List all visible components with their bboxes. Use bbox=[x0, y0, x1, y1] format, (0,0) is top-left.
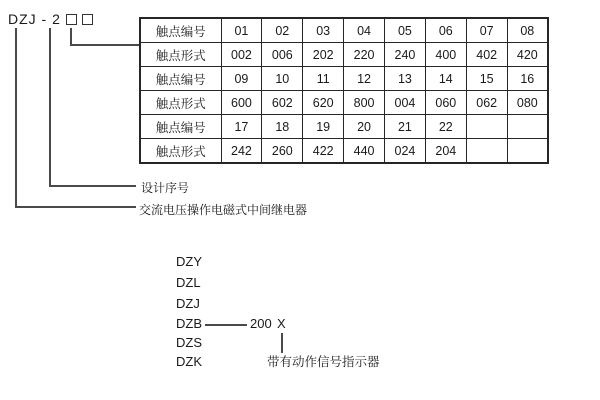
table-cell: 20 bbox=[344, 115, 385, 139]
table-cell: 420 bbox=[507, 43, 548, 67]
table-cell: 006 bbox=[262, 43, 303, 67]
table-cell: 14 bbox=[425, 67, 466, 91]
indicator-pointer-line bbox=[281, 333, 283, 353]
row-header: 触点形式 bbox=[140, 139, 221, 164]
row-header: 触点编号 bbox=[140, 115, 221, 139]
connector-vertical-relay bbox=[15, 28, 17, 207]
table-cell: 240 bbox=[385, 43, 426, 67]
connector-horizontal-serial bbox=[49, 185, 136, 187]
table-cell: 060 bbox=[425, 91, 466, 115]
table-cell: 18 bbox=[262, 115, 303, 139]
row-header: 触点形式 bbox=[140, 43, 221, 67]
table-cell: 620 bbox=[303, 91, 344, 115]
table-cell: 15 bbox=[466, 67, 507, 91]
relay-description-label: 交流电压操作电磁式中间继电器 bbox=[139, 203, 308, 217]
table-cell: 600 bbox=[221, 91, 262, 115]
contact-table-body bbox=[140, 18, 548, 163]
table-cell: 004 bbox=[385, 91, 426, 115]
table-cell bbox=[466, 115, 507, 139]
table-cell: 002 bbox=[221, 43, 262, 67]
contact-table bbox=[139, 17, 549, 164]
model-code-text: DZJ - 2 bbox=[8, 11, 61, 27]
table-row bbox=[140, 67, 548, 91]
table-row bbox=[140, 115, 548, 139]
table-cell: 02 bbox=[262, 18, 303, 43]
dzb-suffix-x: X bbox=[277, 316, 286, 331]
table-cell: 13 bbox=[385, 67, 426, 91]
table-cell: 07 bbox=[466, 18, 507, 43]
table-cell bbox=[507, 139, 548, 164]
series-item-dzb: DZB bbox=[176, 316, 202, 331]
table-cell: 06 bbox=[425, 18, 466, 43]
series-item-dzs: DZS bbox=[176, 335, 202, 350]
series-item-dzy: DZY bbox=[176, 254, 202, 269]
table-cell: 440 bbox=[344, 139, 385, 164]
table-cell: 21 bbox=[385, 115, 426, 139]
series-item-dzl: DZL bbox=[176, 275, 201, 290]
table-cell: 800 bbox=[344, 91, 385, 115]
indicator-note-label: 带有动作信号指示器 bbox=[267, 355, 380, 369]
table-cell: 242 bbox=[221, 139, 262, 164]
table-row bbox=[140, 91, 548, 115]
table-cell: 16 bbox=[507, 67, 548, 91]
table-row bbox=[140, 18, 548, 43]
table-cell: 260 bbox=[262, 139, 303, 164]
row-header: 触点形式 bbox=[140, 91, 221, 115]
table-row bbox=[140, 139, 548, 164]
dzb-value: 200 bbox=[250, 316, 272, 331]
table-cell: 204 bbox=[425, 139, 466, 164]
table-cell bbox=[466, 139, 507, 164]
table-cell: 11 bbox=[303, 67, 344, 91]
table-cell: 12 bbox=[344, 67, 385, 91]
table-cell: 400 bbox=[425, 43, 466, 67]
design-serial-label: 设计序号 bbox=[141, 181, 190, 195]
code-placeholder-box-2 bbox=[82, 14, 93, 25]
table-cell: 17 bbox=[221, 115, 262, 139]
table-cell: 08 bbox=[507, 18, 548, 43]
table-cell: 402 bbox=[466, 43, 507, 67]
dzb-dash-line bbox=[205, 324, 247, 326]
table-cell: 080 bbox=[507, 91, 548, 115]
series-list bbox=[176, 252, 406, 382]
table-cell: 422 bbox=[303, 139, 344, 164]
table-cell: 01 bbox=[221, 18, 262, 43]
table-row bbox=[140, 43, 548, 67]
table-cell: 09 bbox=[221, 67, 262, 91]
table-cell: 062 bbox=[466, 91, 507, 115]
row-header: 触点编号 bbox=[140, 67, 221, 91]
table-cell: 22 bbox=[425, 115, 466, 139]
table-cell: 220 bbox=[344, 43, 385, 67]
connector-vertical-contact bbox=[70, 28, 72, 45]
row-header: 触点编号 bbox=[140, 18, 221, 43]
table-cell: 202 bbox=[303, 43, 344, 67]
table-cell: 10 bbox=[262, 67, 303, 91]
connector-horizontal-contact bbox=[70, 44, 139, 46]
table-cell: 19 bbox=[303, 115, 344, 139]
table-cell: 03 bbox=[303, 18, 344, 43]
connector-horizontal-relay bbox=[15, 206, 136, 208]
model-code bbox=[8, 11, 93, 27]
code-placeholder-box-1 bbox=[66, 14, 77, 25]
contact-table-wrap bbox=[139, 17, 549, 164]
table-cell: 04 bbox=[344, 18, 385, 43]
series-item-dzk: DZK bbox=[176, 354, 202, 369]
table-cell: 602 bbox=[262, 91, 303, 115]
connector-vertical-serial bbox=[49, 28, 51, 186]
table-cell: 05 bbox=[385, 18, 426, 43]
table-cell bbox=[507, 115, 548, 139]
table-cell: 024 bbox=[385, 139, 426, 164]
series-item-dzj: DZJ bbox=[176, 296, 200, 311]
